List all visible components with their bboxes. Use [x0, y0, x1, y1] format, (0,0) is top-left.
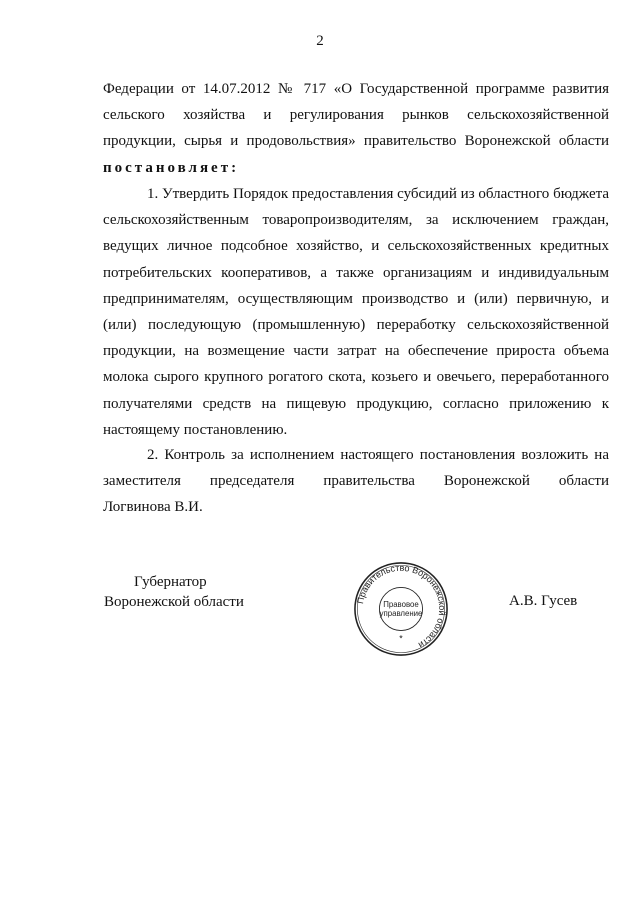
- signer-position: Губернатор: [134, 574, 207, 590]
- signer-region: Воронежской области: [104, 594, 244, 610]
- stamp-center-line-1: Правовое: [383, 600, 419, 610]
- decree-item-2: [103, 442, 609, 521]
- signature-title: [104, 572, 244, 612]
- item-1-line-5: предпринимателям, осуществляющим производство и (или) первичную, и: [103, 290, 609, 307]
- page-number: 2: [316, 33, 324, 49]
- item-2-line-3: Логвинова В.И.: [103, 499, 203, 516]
- item-1-line-4: потребительских кооперативов, а также организациям и индивидуальным: [103, 264, 609, 281]
- item-1-line-10: настоящему постановлению.: [103, 421, 288, 438]
- intro-line-3: продукции, сырья и продовольствия» правительство Воронежской области: [103, 133, 609, 150]
- decree-word-line: [103, 155, 609, 181]
- item-2-line-2: заместителя председателя правительства Воронежской области: [103, 473, 609, 490]
- item-1-line-7: продукции, на возмещение части затрат на обеспечение прироста объема: [103, 343, 609, 360]
- intro-paragraph: [103, 76, 609, 181]
- stamp-star: *: [399, 633, 403, 644]
- decree-word: постановляет:: [103, 159, 240, 176]
- signer-name: А.В. Гусев: [509, 593, 578, 609]
- item-1-line-2: сельскохозяйственным товаропроизводителям, за исключением граждан,: [103, 212, 609, 229]
- item-1-line-6: (или) последующую (промышленную) переработку сельскохозяйственной: [103, 316, 609, 333]
- intro-line-2: сельского хозяйства и регулирования рынков сельскохозяйственной: [103, 107, 609, 124]
- official-stamp: [352, 560, 450, 658]
- item-1-line-1: 1. Утвердить Порядок предоставления субсидий из областного бюджета: [147, 186, 609, 202]
- decree-item-1: [103, 181, 609, 443]
- intro-line-1: Федерации от 14.07.2012 № 717 «О Государственной программе развития: [103, 81, 609, 97]
- item-2-line-1: 2. Контроль за исполнением настоящего постановления возложить на: [147, 447, 609, 463]
- stamp-center-line-2: управление: [379, 608, 423, 618]
- item-1-line-8: молока сырого крупного рогатого скота, козьего и овечьего, переработанного: [103, 369, 609, 386]
- item-1-line-3: ведущих личное подсобное хозяйство, и сельскохозяйственных кредитных: [103, 238, 609, 255]
- stamp-ring-text: Правительство Воронежской области: [355, 562, 448, 651]
- item-1-line-9: получателями средств на пищевую продукцию, согласно приложению к: [103, 395, 609, 412]
